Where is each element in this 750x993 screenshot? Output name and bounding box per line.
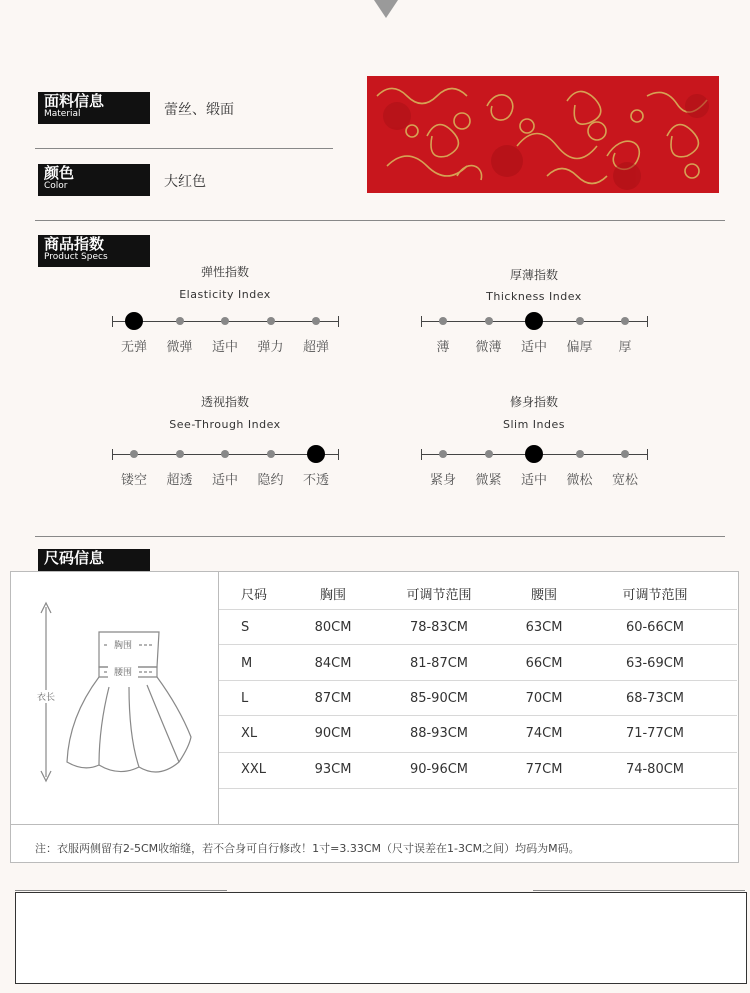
scale-option-label: 宽松 [611, 473, 638, 488]
color-label-en: Color [44, 181, 68, 191]
specs-label-en: Product Specs [44, 252, 108, 262]
size-table-cell: 81-87CM [409, 656, 469, 671]
size-note: 注：衣服两侧留有2-5CM收缩缝，若不合身可自行修改！1寸=3.33CM（尺寸误差在1-3CM之间）均码为M码。 [35, 842, 580, 855]
scale-dot [621, 450, 629, 458]
scale-dot [439, 450, 447, 458]
slim-title-zh: 修身指数 [509, 395, 558, 409]
size-chart [10, 571, 739, 863]
table-row-divider [219, 788, 737, 789]
waist-diagram-label: 腰围 [108, 665, 138, 678]
scale-dot [267, 317, 275, 325]
scale-end-tick [338, 316, 339, 327]
size-label-zh: 尺码信息 [44, 549, 105, 567]
size-table-cell: 63-69CM [625, 656, 685, 671]
scale-option-label: 不透 [302, 473, 329, 488]
scale-dot [267, 450, 275, 458]
scale-end-tick [112, 449, 113, 460]
length-diagram-label: 衣长 [37, 690, 55, 703]
table-row-divider [219, 752, 737, 753]
scale-option-label: 适中 [520, 340, 547, 355]
size-table-cell: 80CM [314, 620, 352, 635]
elasticity-title-zh: 弹性指数 [200, 265, 249, 279]
scale-option-label: 微弹 [166, 340, 193, 355]
table-row-divider [219, 680, 737, 681]
size-table-cell: 90-96CM [409, 762, 469, 777]
chest-diagram-label: 胸围 [108, 638, 138, 651]
size-table-cell: 66CM [525, 656, 563, 671]
divider [533, 890, 745, 891]
scale-dot [576, 317, 584, 325]
scale-dot [176, 317, 184, 325]
size-table-cell: 77CM [525, 762, 563, 777]
size-table-header: 腰围 [530, 588, 557, 603]
thickness-title-zh: 厚薄指数 [509, 268, 558, 282]
divider [15, 890, 227, 891]
divider [35, 220, 725, 221]
scale-dot [439, 317, 447, 325]
scale-option-label: 适中 [211, 473, 238, 488]
slim-title-en: Slim Indes [502, 418, 565, 431]
size-table-cell: M [241, 656, 253, 671]
thickness-title-en: Thickness Index [486, 290, 582, 303]
scale-dot-selected [525, 312, 543, 330]
scale-dot [221, 450, 229, 458]
scale-end-tick [338, 449, 339, 460]
divider [35, 148, 333, 149]
size-table-cell: 60-66CM [625, 620, 685, 635]
size-table-cell: 93CM [314, 762, 352, 777]
size-table-cell: S [241, 620, 250, 635]
scale-end-tick [647, 449, 648, 460]
color-value: 大红色 [164, 174, 206, 190]
size-table-cell: 71-77CM [625, 726, 685, 741]
elasticity-title-en: Elasticity Index [179, 288, 271, 301]
size-table-header: 胸围 [319, 588, 346, 603]
scale-option-label: 微紧 [475, 473, 502, 488]
material-label-en: Material [44, 109, 81, 119]
scale-end-tick [112, 316, 113, 327]
scale-dot [485, 317, 493, 325]
size-table-cell: 90CM [314, 726, 352, 741]
divider [11, 824, 738, 825]
scale-option-label: 隐约 [257, 473, 284, 488]
scale-option-label: 紧身 [429, 473, 456, 488]
divider [35, 536, 725, 537]
size-table-cell: 78-83CM [409, 620, 469, 635]
size-table-cell: 88-93CM [409, 726, 469, 741]
scale-dot [485, 450, 493, 458]
size-tag [38, 549, 150, 571]
scale-dot [576, 450, 584, 458]
scale-option-label: 厚 [618, 340, 632, 355]
scale-end-tick [421, 316, 422, 327]
scale-dot [621, 317, 629, 325]
table-row-divider [219, 609, 737, 610]
size-table-cell: 63CM [525, 620, 563, 635]
scale-option-label: 微松 [566, 473, 593, 488]
scale-option-label: 适中 [211, 340, 238, 355]
material-value: 蕾丝、缎面 [164, 102, 234, 118]
scale-option-label: 薄 [436, 340, 450, 355]
size-table-cell: 70CM [525, 691, 563, 706]
size-table-cell: 84CM [314, 656, 352, 671]
size-table-header: 可调节范围 [406, 588, 472, 603]
scale-option-label: 偏厚 [566, 340, 593, 355]
scale-dot-selected [125, 312, 143, 330]
size-table-header: 可调节范围 [622, 588, 688, 603]
scale-dot-selected [525, 445, 543, 463]
material-tag [38, 92, 150, 124]
table-row-divider [219, 644, 737, 645]
size-table-cell: XXL [241, 762, 267, 777]
scale-option-label: 无弹 [120, 340, 147, 355]
size-table-cell: 87CM [314, 691, 352, 706]
size-table-cell: XL [241, 726, 258, 741]
dress-diagram [29, 597, 209, 787]
scale-option-label: 适中 [520, 473, 547, 488]
size-table-cell: 68-73CM [625, 691, 685, 706]
scale-dot [312, 317, 320, 325]
scale-option-label: 微薄 [475, 340, 502, 355]
color-label-zh: 颜色 [44, 164, 75, 182]
scale-end-tick [647, 316, 648, 327]
size-table-cell: L [241, 691, 249, 706]
down-arrow-icon [374, 0, 398, 18]
material-label-zh: 面料信息 [44, 92, 105, 110]
size-table-cell: 85-90CM [409, 691, 469, 706]
table-row-divider [219, 715, 737, 716]
scale-option-label: 镂空 [120, 473, 147, 488]
size-table-cell: 74CM [525, 726, 563, 741]
see-through-title-en: See-Through Index [169, 418, 281, 431]
scale-option-label: 超弹 [302, 340, 329, 355]
lace-fabric-image [367, 76, 719, 193]
scale-end-tick [421, 449, 422, 460]
size-table-header: 尺码 [241, 588, 268, 603]
scale-dot [221, 317, 229, 325]
scale-dot-selected [307, 445, 325, 463]
empty-panel [15, 892, 747, 984]
scale-dot [176, 450, 184, 458]
scale-option-label: 超透 [166, 473, 193, 488]
size-table-cell: 74-80CM [625, 762, 685, 777]
specs-label-zh: 商品指数 [44, 235, 105, 253]
scale-option-label: 弹力 [257, 340, 284, 355]
color-tag [38, 164, 150, 196]
see-through-title-zh: 透视指数 [200, 395, 249, 409]
scale-dot [130, 450, 138, 458]
